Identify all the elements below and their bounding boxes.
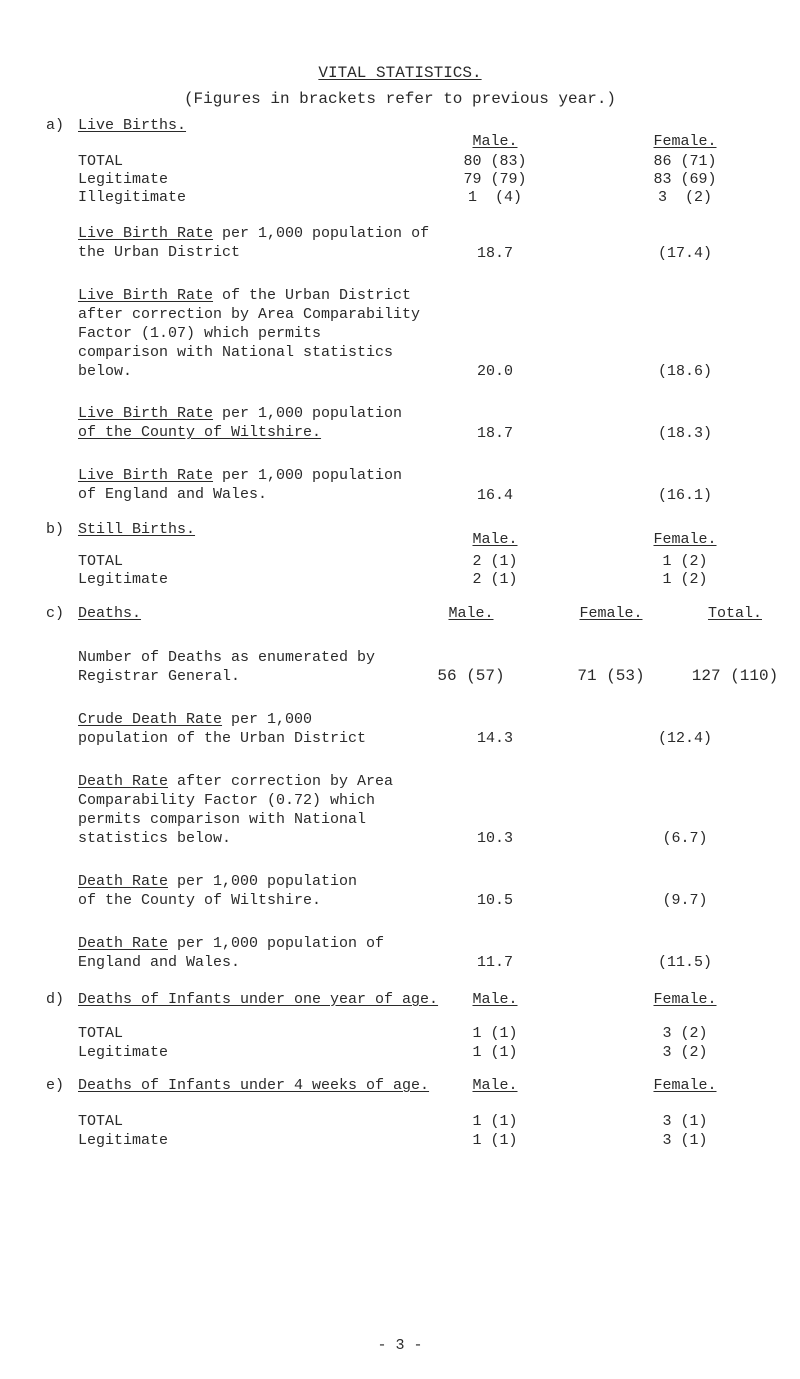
- section-b-row-male: 2 (1): [472, 571, 518, 588]
- section-c-letter: c): [46, 605, 65, 622]
- rate-label: Live Birth Rate of the Urban District after correction by Area Comparability Factor (1.07) which permits comparison with National statistics below.: [78, 287, 421, 380]
- rate-label: Live Birth Rate per 1,000 population of the Urban District: [78, 225, 430, 261]
- rate-label: Live Birth Rate per 1,000 population of the County of Wiltshire.: [78, 405, 403, 441]
- section-a-male-header: Male.: [472, 133, 518, 150]
- rate-previous: (6.7): [662, 830, 708, 847]
- page-subtitle: (Figures in brackets refer to previous year.): [183, 90, 617, 108]
- section-e-letter: e): [46, 1077, 65, 1094]
- section-b-row-label: Legitimate: [78, 571, 169, 588]
- section-a-female-header: Female.: [653, 133, 717, 150]
- section-a-row-male: 1 (4): [467, 189, 522, 206]
- deaths-enumerated-female: 71 (53): [577, 667, 645, 685]
- section-d-female-header: Female.: [653, 991, 717, 1008]
- section-a-row-male: 80 (83): [463, 153, 527, 170]
- section-d-row-female: 3 (2): [662, 1025, 708, 1042]
- section-e-row-male: 1 (1): [472, 1132, 518, 1149]
- rate-value: 20.0: [476, 363, 513, 380]
- rate-label: Death Rate per 1,000 population of England and Wales.: [78, 935, 385, 971]
- deaths-enumerated-total: 127 (110): [691, 667, 779, 685]
- section-b-heading: Still Births.: [78, 521, 196, 538]
- section-a-row-female: 3 (2): [657, 189, 712, 206]
- section-d-row-label: TOTAL: [78, 1025, 124, 1042]
- rate-previous: (18.3): [657, 425, 712, 442]
- section-d-row-male: 1 (1): [472, 1044, 518, 1061]
- rate-label: Death Rate per 1,000 population of the County of Wiltshire.: [78, 873, 358, 909]
- section-e-heading: Deaths of Infants under 4 weeks of age.: [78, 1077, 430, 1094]
- rate-label: Crude Death Rate per 1,000 population of the Urban District: [78, 711, 367, 747]
- rate-value: 18.7: [476, 425, 513, 442]
- rate-previous: (9.7): [662, 892, 708, 909]
- rate-value: 14.3: [476, 730, 513, 747]
- rate-previous: (16.1): [657, 487, 712, 504]
- rate-previous: (18.6): [657, 363, 712, 380]
- rate-value: 10.3: [476, 830, 513, 847]
- section-e-row-label: TOTAL: [78, 1113, 124, 1130]
- section-b-male-header: Male.: [472, 531, 518, 548]
- section-b-row-female: 1 (2): [662, 571, 708, 588]
- section-a-row-female: 83 (69): [653, 171, 717, 188]
- rate-label: Live Birth Rate per 1,000 population of England and Wales.: [78, 467, 403, 503]
- rate-value: 16.4: [476, 487, 513, 504]
- section-d-row-male: 1 (1): [472, 1025, 518, 1042]
- section-e-female-header: Female.: [653, 1077, 717, 1094]
- section-b-row-label: TOTAL: [78, 553, 124, 570]
- rate-previous: (12.4): [657, 730, 712, 747]
- rate-value: 18.7: [476, 245, 513, 262]
- section-e-row-female: 3 (1): [662, 1132, 708, 1149]
- section-c-heading: Deaths.: [78, 605, 142, 622]
- page-number: - 3 -: [377, 1337, 423, 1354]
- rate-previous: (17.4): [657, 245, 712, 262]
- section-d-row-label: Legitimate: [78, 1044, 169, 1061]
- section-d-row-female: 3 (2): [662, 1044, 708, 1061]
- section-a-row-label: TOTAL: [78, 153, 124, 170]
- section-b-letter: b): [46, 521, 65, 538]
- rate-previous: (11.5): [657, 954, 712, 971]
- section-d-letter: d): [46, 991, 65, 1008]
- section-d-heading: Deaths of Infants under one year of age.: [78, 991, 439, 1008]
- section-e-row-label: Legitimate: [78, 1132, 169, 1149]
- section-a-letter: a): [46, 117, 65, 134]
- section-e-male-header: Male.: [472, 1077, 518, 1094]
- deaths-enumerated-label: Number of Deaths as enumerated by Registrar General.: [78, 649, 376, 685]
- rate-value: 10.5: [476, 892, 513, 909]
- section-c-female-header: Female.: [579, 605, 643, 622]
- section-a-heading: Live Births.: [78, 117, 187, 134]
- section-e-row-male: 1 (1): [472, 1113, 518, 1130]
- section-b-female-header: Female.: [653, 531, 717, 548]
- section-d-male-header: Male.: [472, 991, 518, 1008]
- page-title: VITAL STATISTICS.: [318, 64, 482, 82]
- rate-label: Death Rate after correction by Area Comparability Factor (0.72) which permits comparison with National statistics below.: [78, 773, 394, 847]
- section-a-row-male: 79 (79): [463, 171, 527, 188]
- section-b-row-male: 2 (1): [472, 553, 518, 570]
- section-a-row-female: 86 (71): [653, 153, 717, 170]
- section-c-male-header: Male.: [448, 605, 494, 622]
- rate-value: 11.7: [476, 954, 513, 971]
- section-a-row-label: Legitimate: [78, 171, 169, 188]
- section-b-row-female: 1 (2): [662, 553, 708, 570]
- deaths-enumerated-male: 56 (57): [437, 667, 505, 685]
- section-e-row-female: 3 (1): [662, 1113, 708, 1130]
- section-a-row-label: Illegitimate: [78, 189, 187, 206]
- section-c-total-header: Total.: [707, 605, 762, 622]
